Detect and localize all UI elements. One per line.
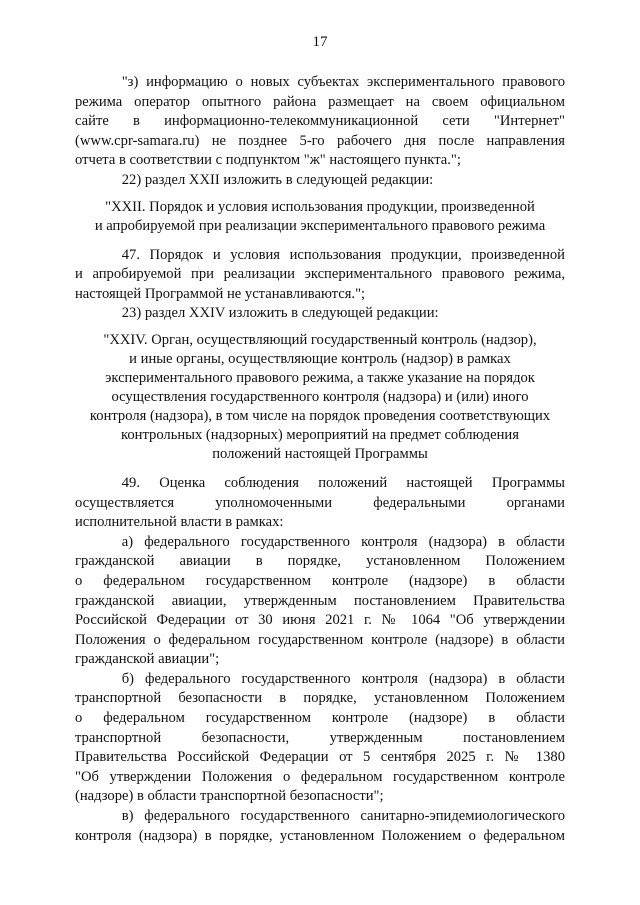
heading-line: контрольных (надзорных) мероприятий на предмет соблюдения xyxy=(121,426,519,443)
text-line: (www.cpr-samara.ru) не позднее 5-го рабочего дня после направления xyxy=(75,132,565,149)
paragraph-49 xyxy=(75,474,565,533)
text-line: отчета в соответствии с подпунктом "ж" настоящего пункта."; xyxy=(75,152,461,169)
text-line: а) федерального государственного контроля (надзора) в области xyxy=(121,533,565,550)
text-line: исполнительной власти в рамках: xyxy=(75,514,284,531)
text-line: Правительства Российской Федерации от 5 сентября 2025 г. № 1380 xyxy=(75,749,565,766)
text-line: 49. Оценка соблюдения положений настоящей Программы xyxy=(121,474,565,491)
text-line: и апробируемой при реализации экспериментального правового режима, xyxy=(75,266,565,283)
text-line: Положения о федеральном государственном контроле (надзоре) в области xyxy=(75,631,565,648)
paragraph-z-subparagraph xyxy=(75,73,565,171)
heading-line: экспериментального правового режима, а также указание на порядок xyxy=(105,369,535,386)
heading-line: "XXIV. Орган, осуществляющий государственный контроль (надзор), xyxy=(103,331,537,348)
amendment-item-22: 22) раздел XXII изложить в следующей редакции: xyxy=(121,171,434,188)
text-line: Российской Федерации от 30 июня 2021 г. № 1064 "Об утверждении xyxy=(75,612,565,629)
heading-line: и апробируемой при реализации экспериментального правового режима xyxy=(94,217,546,234)
section-heading-xxii xyxy=(75,198,565,236)
text-line: гражданской авиации"; xyxy=(75,651,220,668)
text-line: о федеральном государственном контроле (надзоре) в области xyxy=(75,710,565,727)
heading-line: осуществления государственного контроля (надзора) и (или) иного xyxy=(111,388,529,405)
text-line: транспортной безопасности, утвержденным постановлением xyxy=(75,729,565,746)
section-heading-xxiv xyxy=(75,331,565,464)
text-line: 47. Порядок и условия использования продукции, произведенной xyxy=(121,246,565,263)
text-line: "з) информацию о новых субъектах экспериментального правового xyxy=(121,74,565,90)
text-line: (надзоре) в области транспортной безопасности"; xyxy=(75,788,384,805)
heading-line: контроля (надзора), в том числе на порядок проведения соответствующих xyxy=(89,407,551,424)
text-line: транспортной безопасности в порядке, установленном Положением xyxy=(75,690,565,707)
text-line: сайте в информационно-телекоммуникационной сети "Интернет" xyxy=(75,113,565,130)
text-line: осуществляется уполномоченными федеральными органами xyxy=(75,494,565,511)
amendment-item-23: 23) раздел XXIV изложить в следующей редакции: xyxy=(121,305,439,322)
page-number: 17 xyxy=(312,34,328,50)
subparagraph-v xyxy=(75,807,565,846)
text-line: о федеральном государственном контроле (надзоре) в области xyxy=(75,572,565,589)
subparagraph-a xyxy=(75,533,565,670)
text-line: настоящей Программой не устанавливаются."; xyxy=(75,285,366,302)
heading-line: положений настоящей Программы xyxy=(212,445,428,462)
paragraph-47 xyxy=(75,246,565,305)
text-line: контроля (надзора) в порядке, установленном Положением о федеральном xyxy=(75,827,565,844)
text-line: б) федерального государственного контроля (надзора) в области xyxy=(121,670,565,687)
heading-line: и иные органы, осуществляющие контроль (надзор) в рамках xyxy=(129,350,511,367)
subparagraph-b xyxy=(75,670,565,807)
document-body xyxy=(75,73,565,846)
text-line: гражданской авиации в порядке, установленном Положением xyxy=(75,553,565,570)
heading-line: "XXII. Порядок и условия использования продукции, произведенной xyxy=(105,198,535,215)
text-line: "Об утверждении Положения о федеральном государственном контроле xyxy=(75,768,565,785)
text-line: гражданской авиации, утвержденным постановлением Правительства xyxy=(75,592,565,609)
text-line: режима оператор опытного района размещает на своем официальном xyxy=(75,93,565,110)
text-line: в) федерального государственного санитарно-эпидемиологического xyxy=(121,808,565,825)
